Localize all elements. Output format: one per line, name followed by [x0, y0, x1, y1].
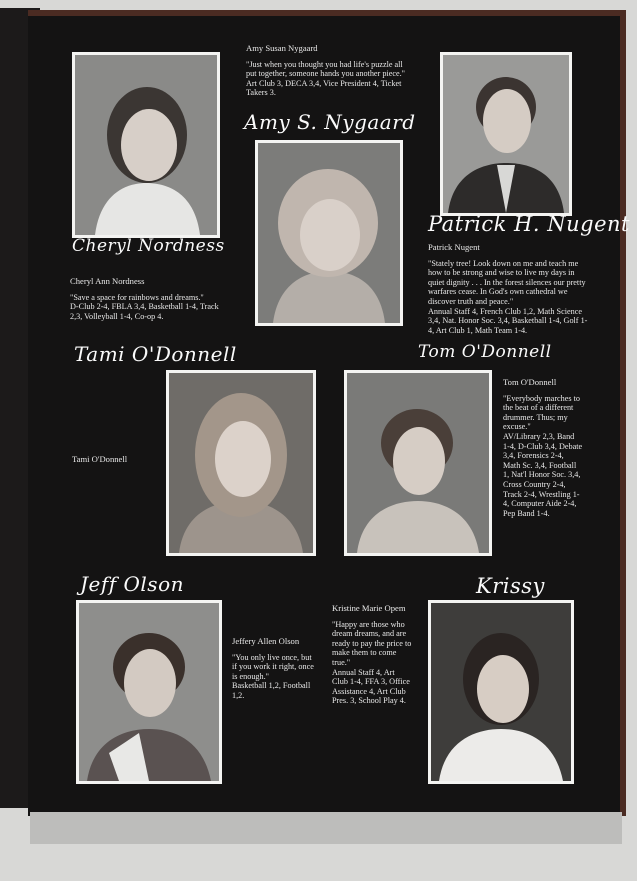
name-tom: Tom O'Donnell — [503, 377, 557, 387]
signature-tom: Tom O'Donnell — [418, 342, 552, 362]
name-amy: Amy Susan Nygaard — [246, 43, 318, 53]
signature-amy: Amy S. Nygaard — [244, 110, 416, 134]
name-tami: Tami O'Donnell — [72, 454, 128, 464]
bio-tami — [72, 455, 162, 465]
scan-bottom-margin — [30, 812, 622, 844]
bio-jeff — [232, 637, 318, 701]
signature-tami: Tami O'Donnell — [74, 342, 237, 366]
bio-cheryl — [70, 277, 230, 321]
portrait-jeff — [76, 600, 222, 784]
bio-amy — [246, 44, 414, 98]
bio-kristine — [332, 604, 412, 706]
portrait-tom — [344, 370, 492, 556]
activities-tom: AV/Library 2,3, Band 1-4, D-Club 3,4, Debate 3,4, Forensics 2-4, Math Sc. 3,4, Football 1, Nat'l Honor Soc. 3,4, Cross Country 2-4, Track 2-4, Wrestling 1-4, Computer Aide 2-4, Pep Band 1-4. — [503, 431, 583, 518]
signature-patrick: Patrick H. Nugent — [428, 212, 630, 236]
portrait-amy — [255, 140, 403, 326]
quote-tom: "Everybody marches to the beat of a different drummer. Thus; my excuse." — [503, 393, 581, 432]
name-jeff: Jeffery Allen Olson — [232, 636, 300, 646]
activities-amy: Art Club 3, DECA 3,4, Vice President 4, Ticket Takers 3. — [246, 78, 402, 98]
quote-jeff: "You only live once, but if you work it right, once is enough." — [232, 652, 314, 681]
name-patrick: Patrick Nugent — [428, 242, 480, 252]
signature-cheryl: Cheryl Nordness — [72, 236, 225, 256]
name-kristine: Kristine Marie Opem — [332, 603, 406, 613]
bio-tom — [503, 378, 583, 518]
portrait-patrick — [440, 52, 572, 216]
activities-jeff: Basketball 1,2, Football 1,2. — [232, 681, 311, 700]
quote-cheryl: "Save a space for rainbows and dreams." — [70, 292, 204, 302]
bio-patrick — [428, 243, 588, 335]
activities-patrick: Annual Staff 4, French Club 1,2, Math Science 3,4, Nat. Honor Soc. 3,4, Basketball 1-4, Golf 1-4, Art Club 1, Math Team 1-4. — [428, 306, 588, 335]
portrait-kristine — [428, 600, 574, 784]
portrait-cheryl — [72, 52, 220, 238]
activities-kristine: Annual Staff 4, Art Club 1-4, FFA 3, Office Assistance 4, Art Club Pres. 3, School Play 4. — [332, 667, 410, 706]
signature-kristine: Krissy — [476, 574, 545, 598]
name-cheryl: Cheryl Ann Nordness — [70, 276, 145, 286]
quote-patrick: "Stately tree! Look down on me and teach me how to be strong and wise to live my days in quiet dignity . . . In the forest silences our pretty warfares cease. In God's own cathedral we discover truth and peace." — [428, 258, 586, 306]
quote-kristine: "Happy are those who dream dreams, and are ready to pay the price to make them to come true." — [332, 619, 412, 667]
activities-cheryl: D-Club 2-4, FBLA 3,4, Basketball 1-4, Track 2,3, Volleyball 1-4, Co-op 4. — [70, 302, 219, 321]
portrait-tami — [166, 370, 316, 556]
quote-amy: "Just when you thought you had life's puzzle all put together, someone hands you another piece." — [246, 59, 405, 79]
signature-jeff: Jeff Olson — [80, 572, 184, 596]
